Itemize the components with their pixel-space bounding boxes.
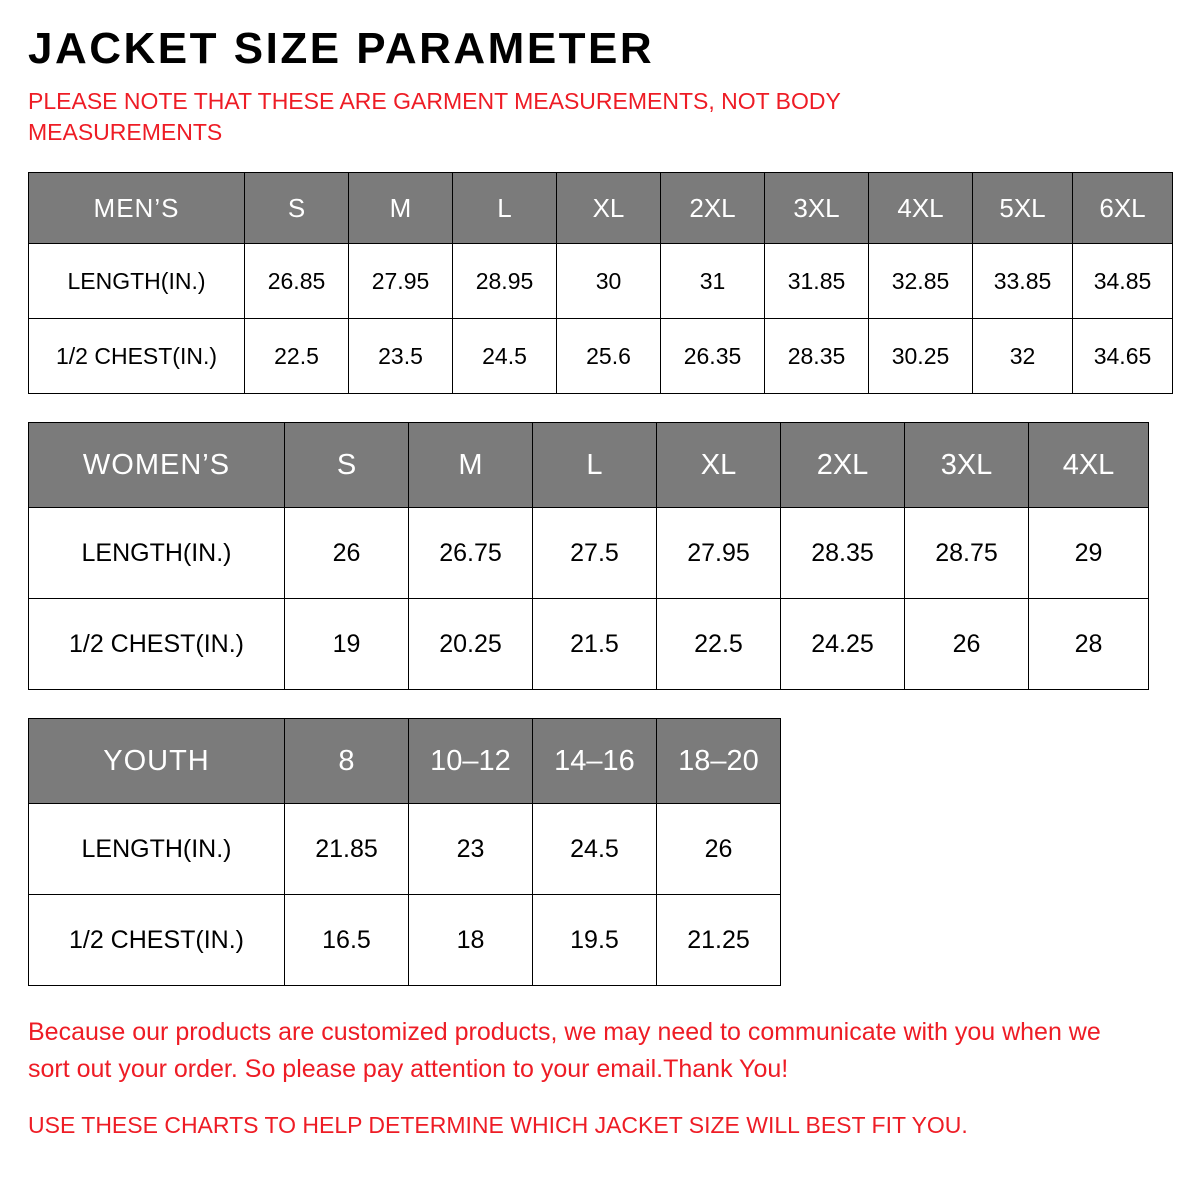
row-label: 1/2 CHEST(IN.)	[29, 319, 245, 394]
row-label: 1/2 CHEST(IN.)	[29, 895, 285, 986]
table-cell: 21.85	[285, 804, 409, 895]
size-header: 10–12	[409, 719, 533, 804]
table-header-row	[29, 423, 1149, 508]
customization-note: Because our products are customized products, we may need to communicate with you when we sort out your order. So please pay attention to your email.Thank You!	[28, 1018, 1101, 1083]
table-cell: 28.35	[781, 508, 905, 599]
youth-table-label: YOUTH	[29, 719, 285, 804]
chart-usage-note: USE THESE CHARTS TO HELP DETERMINE WHICH JACKET SIZE WILL BEST FIT YOU.	[28, 1111, 968, 1138]
womens-table-label: WOMEN’S	[29, 423, 285, 508]
table-cell: 31	[661, 244, 765, 319]
table-cell: 18	[409, 895, 533, 986]
size-header: 14–16	[533, 719, 657, 804]
table-cell: 31.85	[765, 244, 869, 319]
table-row	[29, 895, 781, 986]
table-cell: 34.85	[1073, 244, 1173, 319]
table-cell: 24.25	[781, 599, 905, 690]
size-header: M	[349, 173, 453, 244]
size-header: 4XL	[1029, 423, 1149, 508]
table-header-row	[29, 173, 1173, 244]
table-cell: 30.25	[869, 319, 973, 394]
size-header: S	[285, 423, 409, 508]
table-cell: 32	[973, 319, 1073, 394]
table-row	[29, 804, 781, 895]
size-header: L	[453, 173, 557, 244]
mens-table-label: MEN’S	[29, 173, 245, 244]
table-row	[29, 599, 1149, 690]
size-header: 3XL	[765, 173, 869, 244]
table-cell: 19	[285, 599, 409, 690]
table-cell: 30	[557, 244, 661, 319]
table-cell: 21.5	[533, 599, 657, 690]
size-header: 18–20	[657, 719, 781, 804]
size-header: 3XL	[905, 423, 1029, 508]
size-header: L	[533, 423, 657, 508]
table-cell: 26	[905, 599, 1029, 690]
table-cell: 23	[409, 804, 533, 895]
page-title: JACKET SIZE PARAMETER	[28, 24, 655, 73]
table-cell: 26.75	[409, 508, 533, 599]
table-cell: 27.95	[657, 508, 781, 599]
footer-notes	[28, 1014, 1172, 1142]
size-header: 6XL	[1073, 173, 1173, 244]
table-cell: 28.75	[905, 508, 1029, 599]
table-header-row	[29, 719, 781, 804]
size-header: 2XL	[781, 423, 905, 508]
table-cell: 22.5	[657, 599, 781, 690]
size-header: 2XL	[661, 173, 765, 244]
table-cell: 27.5	[533, 508, 657, 599]
table-cell: 32.85	[869, 244, 973, 319]
table-cell: 26	[657, 804, 781, 895]
size-header: 8	[285, 719, 409, 804]
table-cell: 22.5	[245, 319, 349, 394]
table-cell: 25.6	[557, 319, 661, 394]
table-cell: 16.5	[285, 895, 409, 986]
table-row	[29, 319, 1173, 394]
womens-size-table	[28, 422, 1149, 690]
table-cell: 28.35	[765, 319, 869, 394]
size-header: XL	[657, 423, 781, 508]
table-cell: 21.25	[657, 895, 781, 986]
table-cell: 24.5	[533, 804, 657, 895]
size-header: XL	[557, 173, 661, 244]
table-cell: 24.5	[453, 319, 557, 394]
row-label: 1/2 CHEST(IN.)	[29, 599, 285, 690]
size-header: S	[245, 173, 349, 244]
table-cell: 34.65	[1073, 319, 1173, 394]
table-cell: 28.95	[453, 244, 557, 319]
table-cell: 26	[285, 508, 409, 599]
table-cell: 26.85	[245, 244, 349, 319]
table-cell: 33.85	[973, 244, 1073, 319]
measurement-note: PLEASE NOTE THAT THESE ARE GARMENT MEASUREMENTS, NOT BODY MEASUREMENTS	[28, 88, 841, 146]
table-cell: 20.25	[409, 599, 533, 690]
table-cell: 28	[1029, 599, 1149, 690]
size-header: M	[409, 423, 533, 508]
table-row	[29, 508, 1149, 599]
table-cell: 23.5	[349, 319, 453, 394]
table-cell: 26.35	[661, 319, 765, 394]
mens-size-table	[28, 172, 1173, 394]
table-cell: 19.5	[533, 895, 657, 986]
size-header: 4XL	[869, 173, 973, 244]
table-cell: 29	[1029, 508, 1149, 599]
row-label: LENGTH(IN.)	[29, 804, 285, 895]
row-label: LENGTH(IN.)	[29, 244, 245, 319]
table-cell: 27.95	[349, 244, 453, 319]
table-row	[29, 244, 1173, 319]
size-header: 5XL	[973, 173, 1073, 244]
row-label: LENGTH(IN.)	[29, 508, 285, 599]
youth-size-table	[28, 718, 781, 986]
